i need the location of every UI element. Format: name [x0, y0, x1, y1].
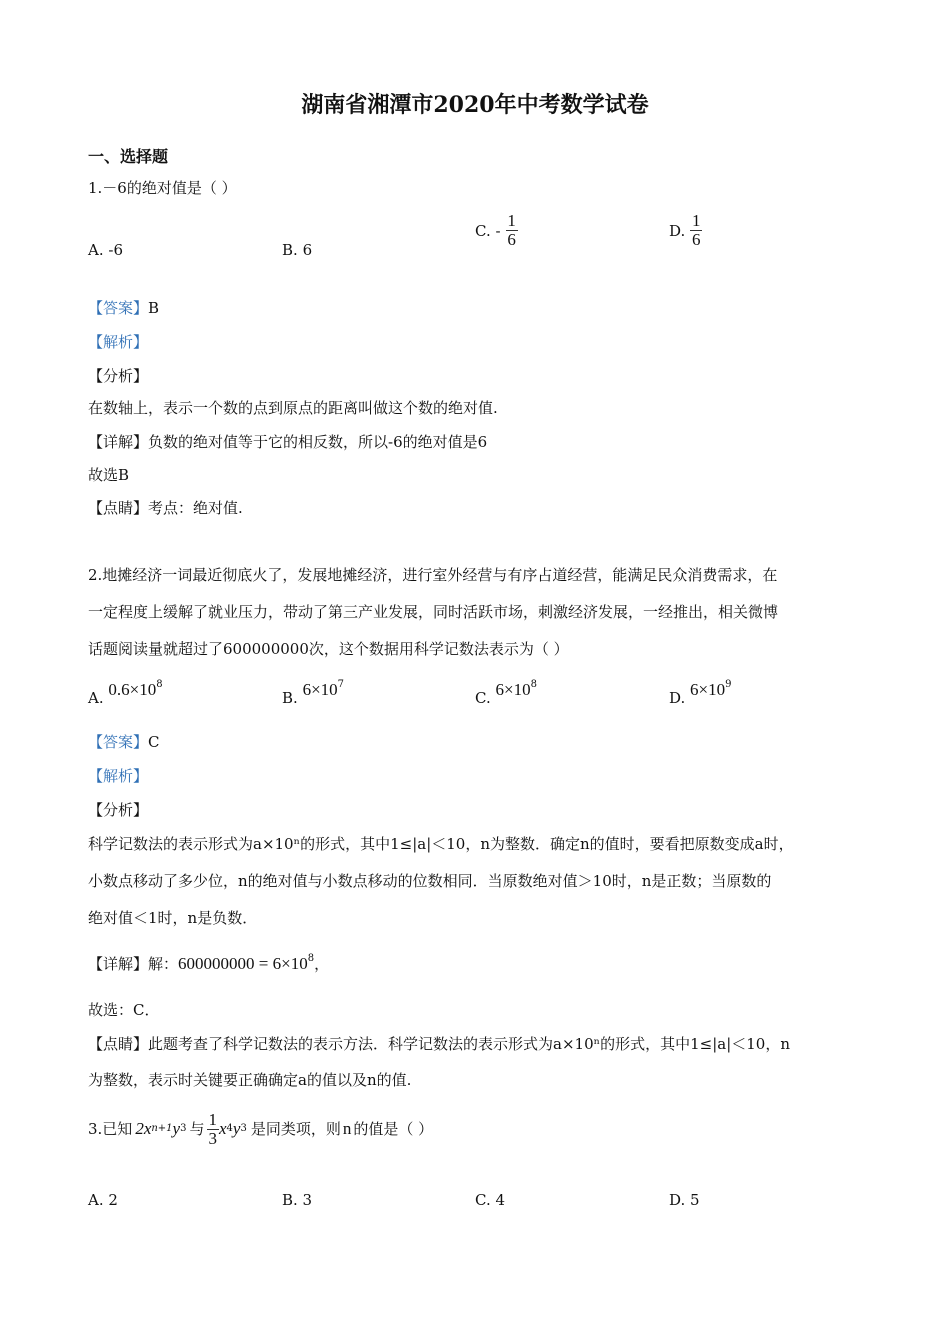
fraction-denominator: 3 — [208, 1128, 217, 1148]
fraction-numerator: 1 — [692, 211, 701, 230]
q2-comment-line-2: 为整数，表示时关键要正确确定a的值以及n的值. — [88, 1071, 412, 1089]
q2-option-b-label: B. — [282, 689, 298, 707]
q1-option-c — [475, 212, 518, 249]
q1-analysis-tag: 【解析】 — [88, 333, 149, 351]
comment-text: 考点：绝对值. — [148, 499, 243, 517]
q2-comment-line-1 — [88, 1034, 790, 1054]
q1-detail — [88, 432, 487, 452]
q1-choose: 故选B — [88, 466, 130, 484]
q2-analysis-tag: 【解析】 — [88, 767, 149, 785]
detail-tag: 【详解】 — [88, 433, 149, 451]
q2-option-c-value: 6×10 — [495, 680, 531, 699]
answer-tag: 【答案】 — [88, 733, 149, 751]
q2-option-b — [282, 679, 345, 707]
q1-fenxi: 在数轴上，表示一个数的点到原点的距离叫做这个数的绝对值. — [88, 399, 498, 417]
q1-comment — [88, 498, 243, 518]
q3-option-b: B. 3 — [282, 1191, 313, 1209]
q2-option-d-exponent: 9 — [725, 679, 732, 690]
fraction-denominator: 6 — [507, 230, 516, 249]
q3-stem: 3.已知 2x n+1 y 3 与 1 3 x 4 y 3 是同类项，则 n 的值是（ ） — [88, 1109, 434, 1148]
q1-stem: 1.－6的绝对值是（ ） — [88, 179, 237, 197]
answer-value: B — [148, 299, 160, 317]
q2-fenxi-line-2: 小数点移动了多少位，n的绝对值与小数点移动的位数相同．当原数绝对值＞10时，n是正数；当原数的 — [88, 872, 772, 890]
detail-tag: 【详解】 — [88, 955, 149, 973]
q3-term1-y: y — [172, 1119, 181, 1138]
q3-stem-prefix: 3.已知 — [88, 1120, 133, 1138]
q1-option-a — [88, 240, 123, 260]
q2-option-b-value: 6×10 — [302, 680, 338, 699]
q2-option-a-label: A. — [88, 689, 104, 707]
q2-option-a-exponent: 8 — [156, 679, 163, 690]
q2-option-a — [88, 679, 163, 707]
q3-fraction — [206, 1111, 219, 1148]
q1-option-a-value: -6 — [108, 241, 124, 259]
q1-fenxi-tag: 【分析】 — [88, 367, 149, 385]
q2-stem-line-2: 一定程度上缓解了就业压力，带动了第三产业发展，同时活跃市场，刺激经济发展，一经推出，相关微博 — [88, 603, 779, 621]
q2-fenxi-tag: 【分析】 — [88, 801, 149, 819]
q2-option-d-value: 6×10 — [690, 680, 726, 699]
q1-option-c-fraction — [505, 212, 518, 249]
q2-option-a-value: 0.6×10 — [108, 680, 157, 699]
answer-value: C — [148, 733, 160, 751]
q3-term2-x: x — [218, 1119, 227, 1138]
q1-option-c-label: C. - — [475, 221, 501, 240]
q3-stem-end: 的值是（ ） — [353, 1120, 434, 1138]
q1-option-d-label: D. — [669, 221, 686, 240]
q2-option-b-exponent: 7 — [337, 679, 345, 690]
answer-tag: 【答案】 — [88, 299, 149, 317]
comment-tag: 【点睛】 — [88, 499, 149, 517]
q1-option-d — [669, 212, 703, 249]
q2-option-d-label: D. — [669, 689, 686, 707]
detail-text: 负数的绝对值等于它的相反数，所以-6的绝对值是6 — [148, 433, 488, 451]
q3-option-c: C. 4 — [475, 1191, 506, 1209]
fraction-numerator: 1 — [208, 1109, 217, 1129]
q2-fenxi-line-3: 绝对值＜1时，n是负数． — [88, 909, 258, 927]
q1-option-b-label: B. — [282, 241, 298, 259]
q2-stem-line-3: 话题阅读量就超过了600000000次，这个数据用科学记数法表示为（ ） — [88, 640, 569, 658]
q2-option-c-label: C. — [475, 689, 491, 707]
q1-option-d-fraction — [690, 212, 703, 249]
comment-tag: 【点睛】 — [88, 1035, 149, 1053]
detail-math: 600000000 = 6×10 — [178, 954, 308, 973]
section-heading: 一、选择题 — [88, 147, 169, 166]
q1-option-b — [282, 240, 312, 260]
q1-option-b-value: 6 — [302, 241, 313, 259]
q3-option-a: A. 2 — [88, 1191, 118, 1209]
q2-stem-line-1: 2.地摊经济一词最近彻底火了，发展地摊经济，进行室外经营与有序占道经营，能满足民众消费需求，在 — [88, 566, 778, 584]
q3-connector: 与 — [189, 1120, 205, 1138]
q1-option-a-label: A. — [88, 241, 104, 259]
q3-option-d: D. 5 — [669, 1191, 700, 1209]
detail-prefix: 解： — [148, 955, 179, 973]
q3-variable: n — [342, 1119, 352, 1138]
q3-stem-middle: 是同类项，则 — [250, 1120, 341, 1138]
detail-exponent: 8 — [307, 953, 315, 964]
fraction-numerator: 1 — [507, 211, 516, 230]
q1-answer — [88, 298, 159, 318]
fraction-denominator: 6 — [692, 230, 701, 249]
q2-fenxi-line-1: 科学记数法的表示形式为a×10ⁿ的形式，其中1≤|a|＜10，n为整数．确定n的值时，要看把原数变成a时， — [88, 835, 794, 853]
q2-answer — [88, 732, 160, 752]
q2-detail — [88, 954, 329, 974]
q2-option-d — [669, 679, 732, 707]
q2-choose: 故选：C． — [88, 1001, 160, 1019]
q3-term1-coef: 2x — [135, 1119, 152, 1138]
q2-option-c-exponent: 8 — [530, 679, 537, 690]
page-title: 湖南省湘潭市2020年中考数学试卷 — [301, 92, 649, 118]
q3-term2-y: y — [232, 1119, 241, 1138]
detail-suffix: ， — [314, 955, 330, 973]
q2-option-c — [475, 679, 537, 707]
comment-text: 此题考查了科学记数法的表示方法．科学记数法的表示形式为a×10ⁿ的形式，其中1≤|a|＜10，n — [148, 1035, 791, 1053]
